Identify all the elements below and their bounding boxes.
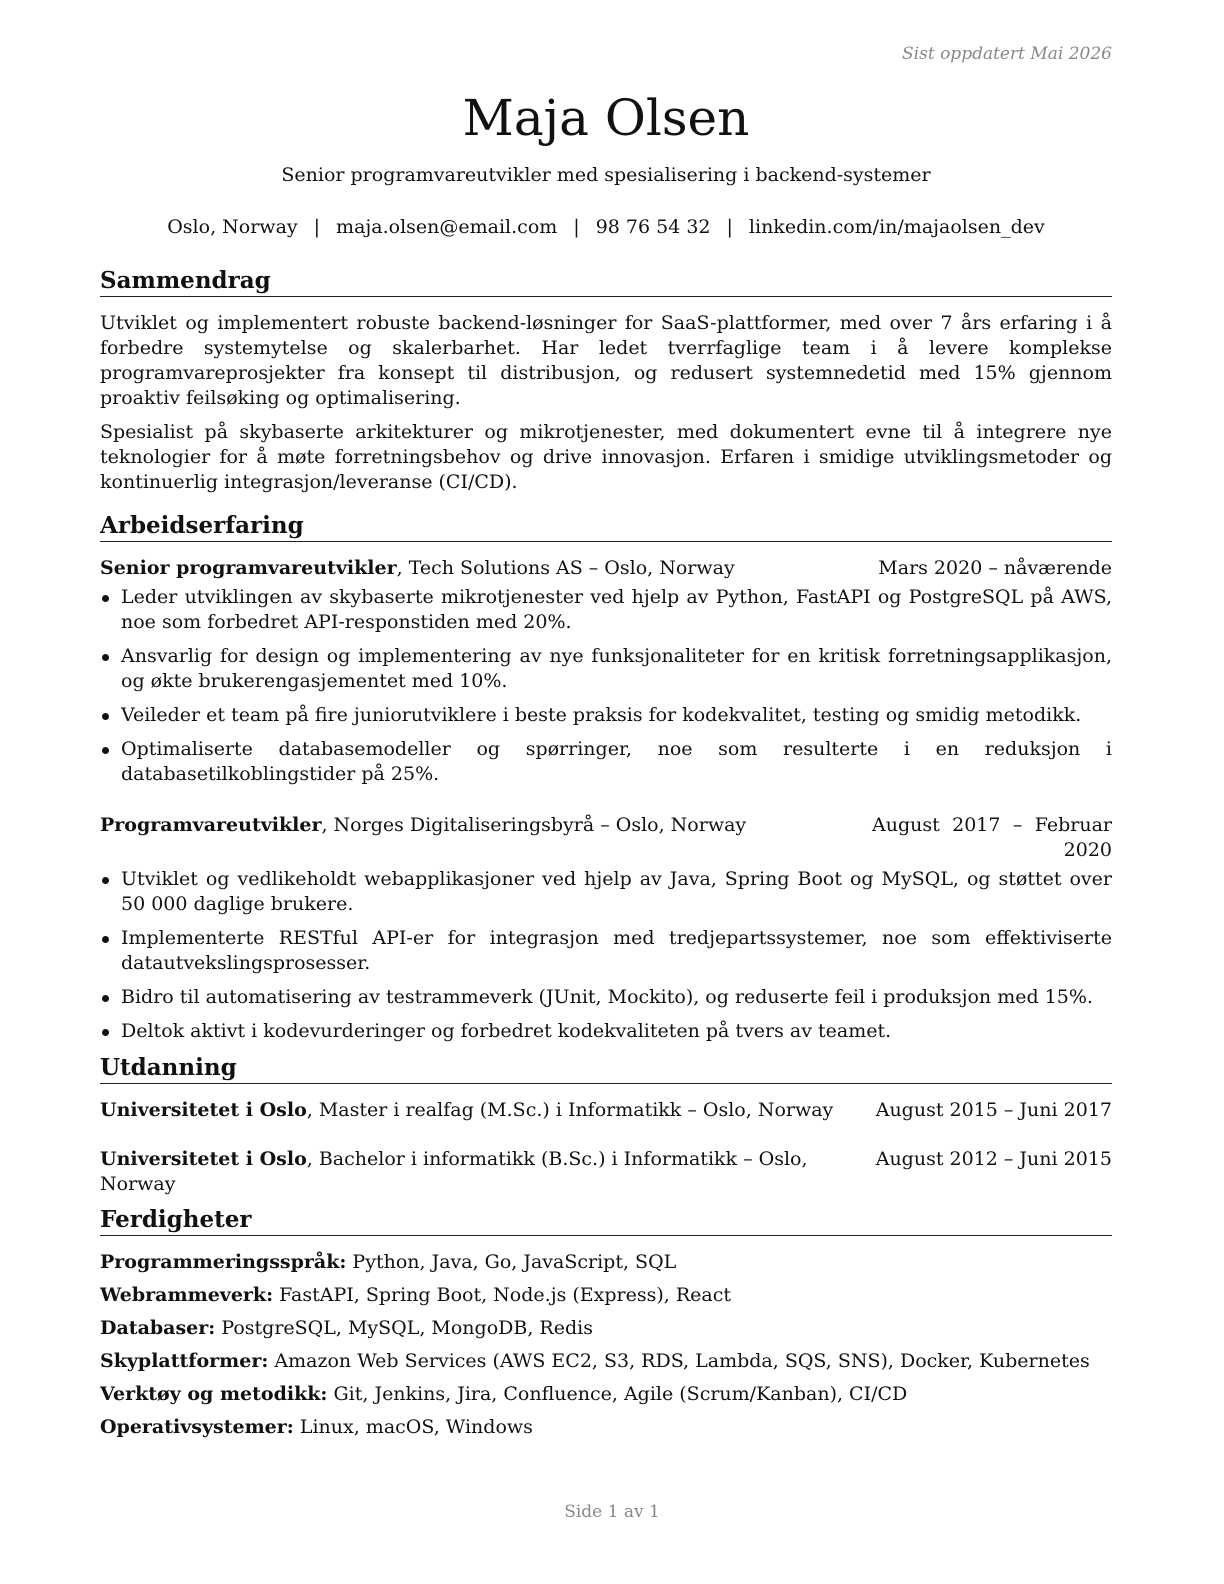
bullet-icon bbox=[102, 1029, 109, 1036]
bullet-text: Ansvarlig for design og implementering av nye funksjonaliteter for en kritisk forretningsapplikasjon, og økte brukerengasjementet med 10%. bbox=[121, 645, 1112, 692]
job-header bbox=[100, 813, 1112, 863]
skill-row bbox=[100, 1415, 1112, 1440]
candidate-name: Maja Olsen bbox=[462, 89, 750, 147]
tagline: Senior programvareutvikler med spesialisering i backend-systemer bbox=[281, 164, 931, 186]
skill-row bbox=[100, 1283, 1112, 1308]
skill-label: Programmeringsspråk: bbox=[100, 1251, 347, 1273]
skill-row bbox=[100, 1250, 1112, 1275]
bullet-text: Bidro til automatisering av testrammeverk (JUnit, Mockito), og reduserte feil i produksjon med 15%. bbox=[121, 986, 1093, 1008]
contact-linkedin[interactable]: linkedin.com/in/majaolsen_dev bbox=[748, 216, 1045, 238]
section-title-skills: Ferdigheter bbox=[100, 1205, 1112, 1236]
last-updated: Sist oppdatert Mai 2026 bbox=[902, 44, 1112, 64]
skill-value: Linux, macOS, Windows bbox=[293, 1416, 533, 1438]
skill-row bbox=[100, 1382, 1112, 1407]
job-bullets bbox=[100, 585, 1112, 787]
job-employer: , Norges Digitaliseringsbyrå – Oslo, Norway bbox=[321, 814, 747, 836]
bullet-icon bbox=[102, 877, 109, 884]
edu-dates: August 2012 – Juni 2015 bbox=[875, 1148, 1112, 1170]
skill-row bbox=[100, 1349, 1112, 1374]
summary-paragraph: Spesialist på skybaserte arkitekturer og mikrotjenester, med dokumentert evne til å integrere nye teknologier for å møte forretningsbehov og drive innovasjon. Erfaren i smidige utviklingsmetoder og kontinuerlig integrasjon/leveranse (CI/CD). bbox=[100, 421, 1112, 493]
job-dates: August 2017 – Februar 2020 bbox=[872, 814, 1112, 861]
job-bullets bbox=[100, 867, 1112, 1044]
edu-school: Universitetet i Oslo bbox=[100, 1148, 307, 1170]
edu-school: Universitetet i Oslo bbox=[100, 1099, 307, 1121]
job-dates: Mars 2020 – nåværende bbox=[878, 557, 1112, 579]
job-role: Senior programvareutvikler bbox=[100, 557, 397, 579]
bullet-text: Implementerte RESTful API-er for integrasjon med tredjepartssystemer, noe som effektiviserte datautvekslingsprosesser. bbox=[121, 927, 1112, 974]
list-item bbox=[100, 985, 1112, 1010]
job-header bbox=[100, 556, 1112, 581]
skill-value: Amazon Web Services (AWS EC2, S3, RDS, Lambda, SQS, SNS), Docker, Kubernetes bbox=[268, 1350, 1090, 1372]
skill-label: Verktøy og metodikk: bbox=[100, 1383, 328, 1405]
bullet-text: Leder utviklingen av skybaserte mikrotjenester ved hjelp av Python, FastAPI og PostgreSQL på AWS, noe som forbedret API-responstiden med 20%. bbox=[121, 586, 1112, 633]
list-item bbox=[100, 926, 1112, 976]
contact-phone: 98 76 54 32 bbox=[595, 216, 711, 238]
list-item bbox=[100, 737, 1112, 787]
bullet-text: Utviklet og vedlikeholdt webapplikasjoner ved hjelp av Java, Spring Boot og MySQL, og støttet over 50 000 daglige brukere. bbox=[121, 868, 1112, 915]
skill-value: FastAPI, Spring Boot, Node.js (Express), React bbox=[273, 1284, 732, 1306]
list-item bbox=[100, 585, 1112, 635]
bullet-icon bbox=[102, 595, 109, 602]
separator: | bbox=[726, 216, 733, 238]
skill-row bbox=[100, 1316, 1112, 1341]
skill-label: Databaser: bbox=[100, 1317, 216, 1339]
edu-degree: , Master i realfag (M.Sc.) i Informatikk – Oslo, Norway bbox=[306, 1099, 834, 1121]
contact-email[interactable]: maja.olsen@email.com bbox=[336, 216, 558, 238]
contact-location: Oslo, Norway bbox=[167, 216, 298, 238]
list-item bbox=[100, 1019, 1112, 1044]
section-title-education: Utdanning bbox=[100, 1053, 1112, 1084]
skills-section bbox=[100, 1205, 1112, 1440]
edu-dates: August 2015 – Juni 2017 bbox=[875, 1099, 1112, 1121]
bullet-icon bbox=[102, 747, 109, 754]
list-item bbox=[100, 644, 1112, 694]
skill-value: Git, Jenkins, Jira, Confluence, Agile (Scrum/Kanban), CI/CD bbox=[327, 1383, 908, 1405]
experience-section bbox=[100, 511, 1112, 1044]
bullet-text: Veileder et team på fire juniorutviklere i beste praksis for kodekvalitet, testing og smidig metodikk. bbox=[121, 704, 1082, 726]
list-item bbox=[100, 867, 1112, 917]
skill-value: Python, Java, Go, JavaScript, SQL bbox=[346, 1251, 677, 1273]
list-item bbox=[100, 703, 1112, 728]
education-section bbox=[100, 1053, 1112, 1197]
edu-degree: , Bachelor i informatikk (B.Sc.) i Informatikk – Oslo, Norway bbox=[100, 1148, 808, 1195]
skill-label: Operativsystemer: bbox=[100, 1416, 294, 1438]
education-entry bbox=[100, 1098, 1112, 1123]
summary-paragraph: Utviklet og implementert robuste backend-løsninger for SaaS-plattformer, med over 7 års erfaring i å forbedre systemytelse og skalerbarhet. Har ledet tverrfaglige team i å levere komplekse programvareprosjekter fra konsept til distribusjon, og redusert systemnedetid med 15% gjennom proaktiv feilsøking og optimalisering. bbox=[100, 312, 1112, 409]
job-entry bbox=[100, 556, 1112, 787]
summary-section bbox=[100, 266, 1112, 495]
bullet-icon bbox=[102, 995, 109, 1002]
bullet-icon bbox=[102, 654, 109, 661]
skill-label: Skyplattformer: bbox=[100, 1350, 269, 1372]
bullet-text: Deltok aktivt i kodevurderinger og forbedret kodekvaliteten på tvers av teamet. bbox=[121, 1020, 892, 1042]
bullet-icon bbox=[102, 936, 109, 943]
job-employer: , Tech Solutions AS – Oslo, Norway bbox=[396, 557, 735, 579]
separator: | bbox=[313, 216, 321, 238]
job-role: Programvareutvikler bbox=[100, 814, 322, 836]
resume-page bbox=[100, 0, 1112, 1440]
skill-value: PostgreSQL, MySQL, MongoDB, Redis bbox=[215, 1317, 593, 1339]
section-title-summary: Sammendrag bbox=[100, 266, 1112, 297]
page-number: Side 1 av 1 bbox=[564, 1502, 660, 1522]
education-entry bbox=[100, 1147, 1112, 1197]
job-entry bbox=[100, 813, 1112, 1044]
skill-label: Webrammeverk: bbox=[100, 1284, 274, 1306]
section-title-experience: Arbeidserfaring bbox=[100, 511, 1112, 542]
bullet-text: Optimaliserte databasemodeller og spørringer, noe som resulterte i en reduksjon i databasetilkoblingstider på 25%. bbox=[121, 738, 1112, 785]
bullet-icon bbox=[102, 713, 109, 720]
contact-line bbox=[100, 214, 1112, 240]
separator: | bbox=[573, 216, 580, 238]
